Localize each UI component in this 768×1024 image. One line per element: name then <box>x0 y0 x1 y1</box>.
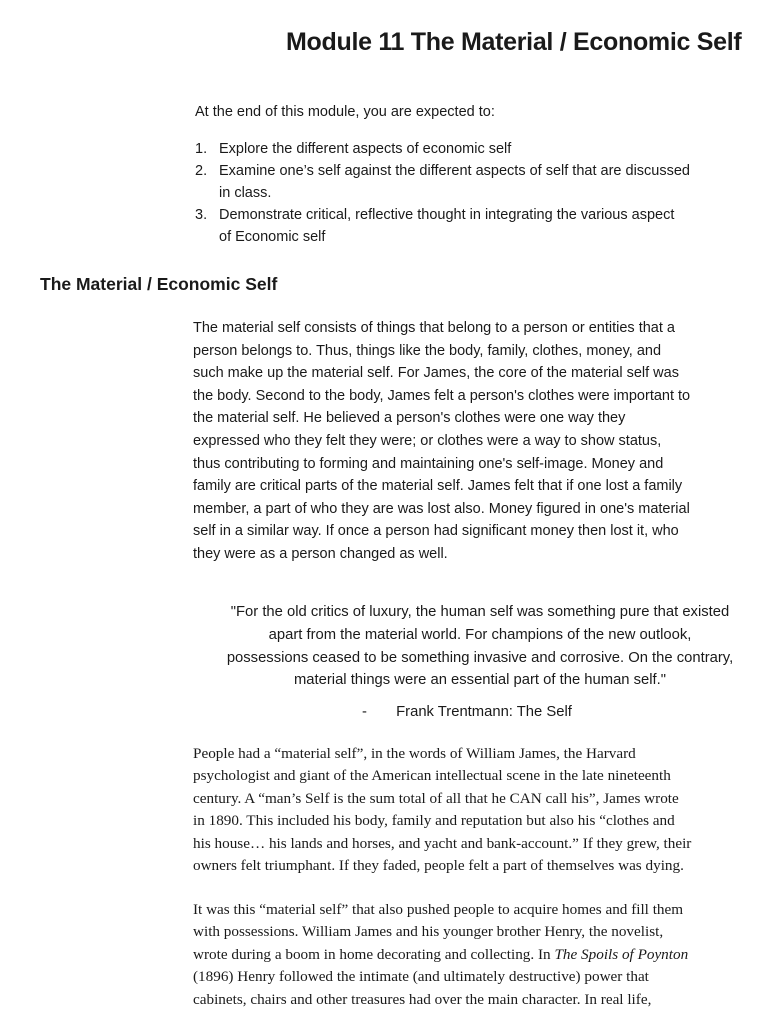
paragraph-line: thus contributing to forming and maintaining one's self-image. Money and <box>193 455 664 472</box>
paragraph-line: they were as a person changed as well. <box>193 545 448 562</box>
paragraph-line: in 1890. This included his body, family and reputation but also his “clothes and <box>193 812 675 830</box>
list-number: 1. <box>195 141 208 157</box>
list-item <box>195 138 765 160</box>
paragraph-line: It was this “material self” that also pushed people to acquire homes and fill them <box>193 901 684 918</box>
list-number: 2. <box>195 163 208 179</box>
quote-line: possessions ceased to be something invasive and corrosive. On the contrary, <box>226 649 734 666</box>
quote-line: "For the old critics of luxury, the human self was something pure that existed <box>230 604 730 620</box>
quote-line: apart from the material world. For champions of the new outlook, <box>268 626 692 643</box>
paragraph-line <box>193 944 768 966</box>
paragraph-line: The material self consists of things that belong to a person or entities that a <box>193 320 675 336</box>
paragraph-text: wrote during a boom in home decorating and collecting. In <box>193 945 555 963</box>
paragraph-line: expressed who they felt they were; or clothes were a way to show status, <box>193 432 662 449</box>
block-quote <box>190 601 768 692</box>
paragraph-line: cabinets, chairs and other treasures had over the main character. In real life, <box>193 990 652 1008</box>
list-text: in class. <box>219 185 272 201</box>
list-number: 3. <box>195 207 208 223</box>
section-heading: The Material / Economic Self <box>40 274 278 294</box>
paragraph-line: his house… his lands and horses, and yacht and bank-account.” If they grew, their <box>193 834 692 852</box>
paragraph-line: such make up the material self. For James, the core of the material self was <box>193 365 679 382</box>
intro-text: At the end of this module, you are expected to: <box>195 104 495 120</box>
body-paragraph <box>193 743 768 877</box>
body-paragraph <box>193 899 768 1011</box>
paragraph-line: the material self. He believed a person's clothes were one way they <box>193 410 626 427</box>
attribution-text: Frank Trentmann: The Self <box>396 704 572 720</box>
list-text: Examine one’s self against the different aspects of self that are discussed <box>219 163 690 179</box>
list-item <box>195 160 765 204</box>
paragraph-line: with possessions. William James and his younger brother Henry, the novelist, <box>193 923 664 941</box>
list-text: Explore the different aspects of economic self <box>219 141 512 157</box>
quote-attribution <box>362 704 572 720</box>
paragraph-line: person belongs to. Thus, things like the body, family, clothes, money, and <box>193 342 662 359</box>
paragraph-line: the body. Second to the body, James felt a person's clothes were important to <box>193 387 691 404</box>
attribution-dash: - <box>362 704 367 720</box>
paragraph-line: century. A “man’s Self is the sum total of all that he CAN call his”, James wrote <box>193 789 679 807</box>
book-title: The Spoils of Poynton <box>554 945 689 963</box>
page-title: Module 11 The Material / Economic Self <box>286 28 742 56</box>
paragraph-line: psychologist and giant of the American intellectual scene in the late nineteenth <box>193 767 671 785</box>
objectives-list <box>195 138 765 248</box>
paragraph-line: family are critical parts of the material self. James felt that if one lost a family <box>193 478 683 495</box>
list-item <box>195 204 765 248</box>
list-text: Demonstrate critical, reflective thought in integrating the various aspect <box>219 207 675 223</box>
paragraph-line: (1896) Henry followed the intimate (and ultimately destructive) power that <box>193 968 649 986</box>
paragraph-line: owners felt triumphant. If they faded, people felt a part of themselves was dying. <box>193 857 684 875</box>
paragraph-line: member, a part of who they are was lost also. Money figured in one's material <box>193 500 690 517</box>
body-paragraph <box>193 317 768 566</box>
paragraph-line: self in a similar way. If once a person had significant money then lost it, who <box>193 523 679 540</box>
paragraph-line: People had a “material self”, in the words of William James, the Harvard <box>193 745 636 762</box>
list-text: of Economic self <box>219 229 326 245</box>
quote-line: material things were an essential part of the human self." <box>293 672 667 689</box>
